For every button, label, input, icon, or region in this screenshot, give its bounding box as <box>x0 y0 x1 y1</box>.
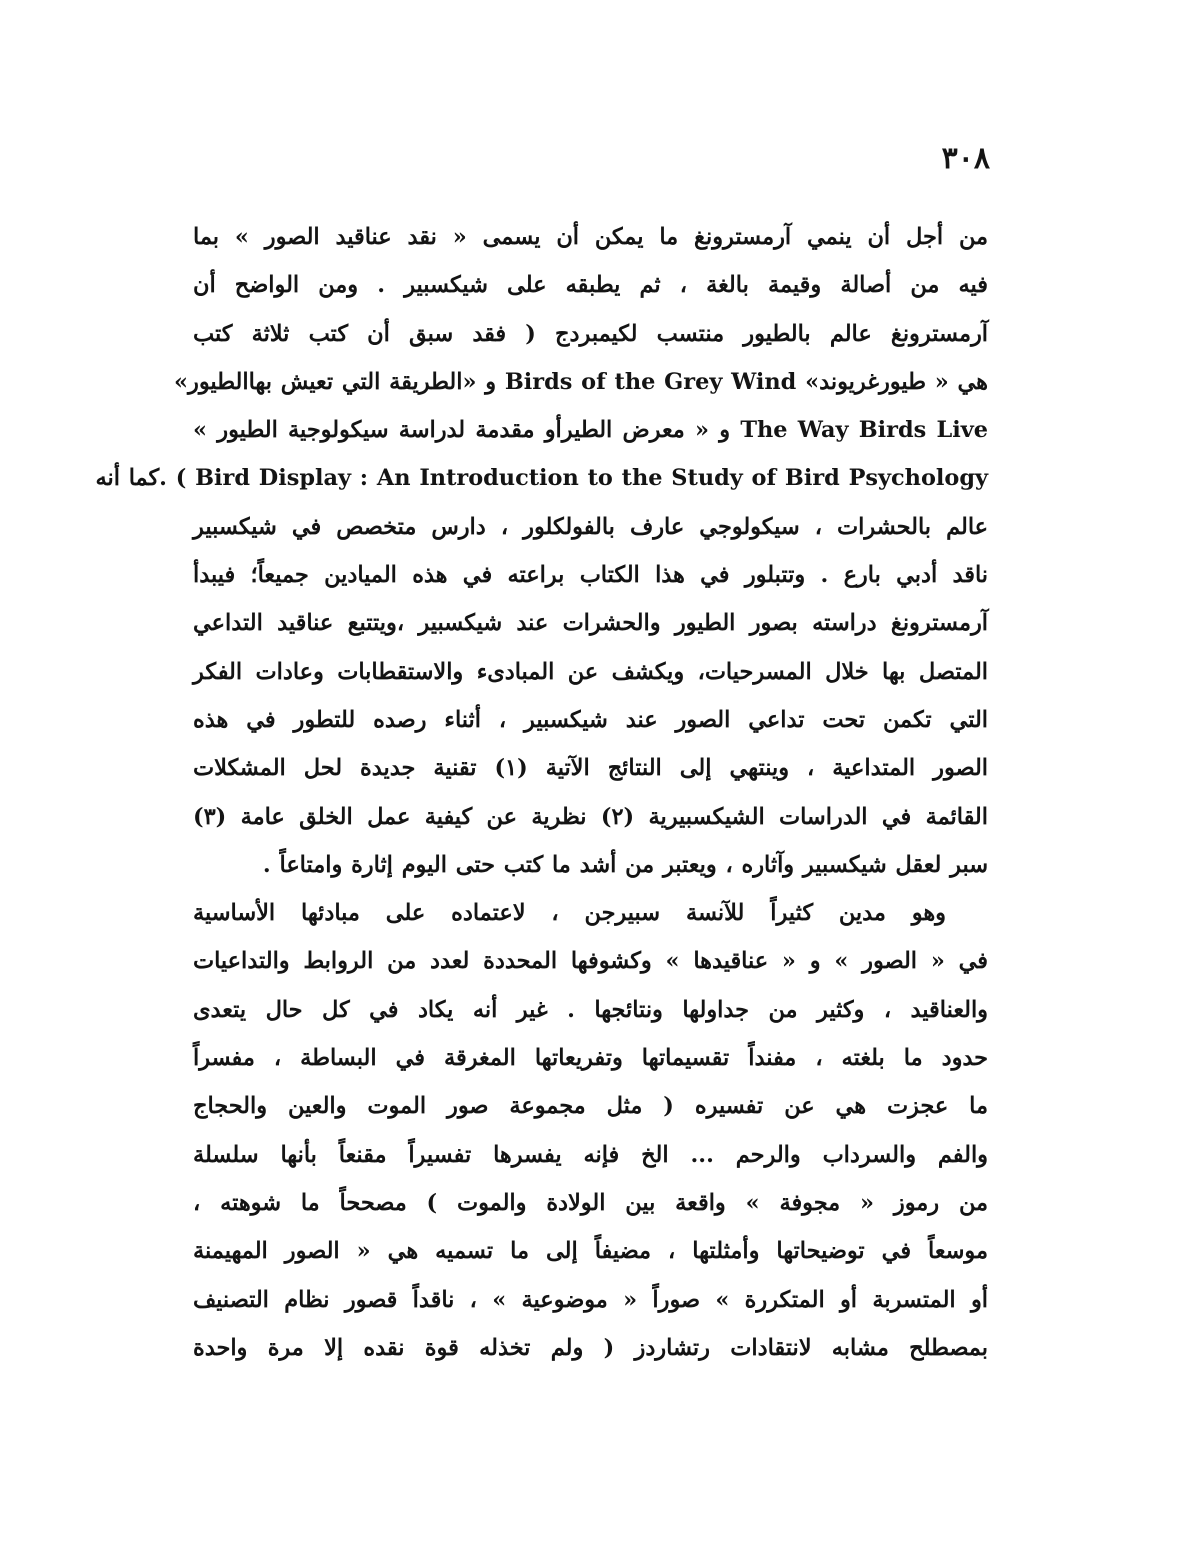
text-line: فيه من أصالة وقيمة بالغة ، ثم يطبقه على شيكسبير . ومن الواضح أن <box>193 272 988 299</box>
text-line: القائمة في الدراسات الشيكسبيرية (٢) نظرية عن كيفية عمل الخلق عامة (٣) <box>193 803 988 830</box>
text-line: من رموز « مجوفة » واقعة بين الولادة والموت ) مصححاً ما شوهته ، <box>193 1189 988 1216</box>
text-line: في « الصور » و « عناقيدها » وكشوفها المحددة لعدد من الروابط والتداعيات <box>193 948 988 975</box>
text-line: آرمسترونغ عالم بالطيور منتسب لكيمبردج ( فقد سبق أن كتب ثلاثة كتب <box>193 320 988 347</box>
text-line: بمصطلح مشابه لانتقادات رتشاردز ( ولم تخذله قوة نقده إلا مرة واحدة <box>193 1334 988 1361</box>
text-line: Bird Display : An Introduction to the Study of Bird Psychology ) .كما أنه <box>95 465 988 492</box>
text-line: والفم والسرداب والرحم ... الخ فإنه يفسرها تفسيراً مقنعاً بأنها سلسلة <box>193 1141 988 1168</box>
text-line: أو المتسربة أو المتكررة » صوراً « موضوعية » ، ناقداً قصور نظام التصنيف <box>193 1286 988 1313</box>
text-line: ناقد أدبي بارع . وتتبلور في هذا الكتاب براعته في هذه الميادين جميعاً؛ فيبدأ <box>193 562 988 589</box>
text-line: ما عجزت هي عن تفسيره ( مثل مجموعة صور الموت والعين والحجاج <box>193 1093 988 1120</box>
text-line: آرمسترونغ دراسته بصور الطيور والحشرات عند شيكسبير ،ويتتبع عناقيد التداعي <box>193 610 988 637</box>
text-line: الصور المتداعية ، وينتهي إلى النتائج الآتية (١) تقنية جديدة لحل المشكلات <box>193 755 988 782</box>
page-number: ٣٠٨ <box>941 141 990 176</box>
body-text <box>95 213 988 1372</box>
text-line: من أجل أن ينمي آرمسترونغ ما يمكن أن يسمى « نقد عناقيد الصور » بما <box>193 224 988 250</box>
text-line: هي « طيورغريوند» Birds of the Grey Wind و «الطريقة التي تعيش بهاالطيور» <box>174 368 988 395</box>
text-line: والعناقيد ، وكثير من جداولها ونتائجها . غير أنه يكاد في كل حال يتعدى <box>193 996 988 1023</box>
text-line: The Way Birds Live و « معرض الطيرأو مقدمة لدراسة سيكولوجية الطيور » <box>193 417 988 444</box>
text-line-paragraph-start: وهو مدين كثيراً للآنسة سبيرجن ، لاعتماده على مبادئها الأساسية <box>193 900 946 927</box>
text-line: عالم بالحشرات ، سيكولوجي عارف بالفولكلور ، دارس متخصص في شيكسبير <box>193 513 988 540</box>
text-line: التي تكمن تحت تداعي الصور عند شيكسبير ، أثناء رصده للتطور في هذه <box>193 706 988 733</box>
text-line: موسعاً في توضيحاتها وأمثلتها ، مضيفاً إلى ما تسميه هي « الصور المهيمنة <box>193 1238 988 1265</box>
text-line: سبر لعقل شيكسبير وآثاره ، ويعتبر من أشد ما كتب حتى اليوم إثارة وامتاعاً . <box>262 851 988 878</box>
text-line: حدود ما بلغته ، مفنداً تقسيماتها وتفريعاتها المغرقة في البساطة ، مفسراً <box>193 1045 988 1072</box>
text-line: المتصل بها خلال المسرحيات، ويكشف عن المبادىء والاستقطابات وعادات الفكر <box>193 658 988 685</box>
